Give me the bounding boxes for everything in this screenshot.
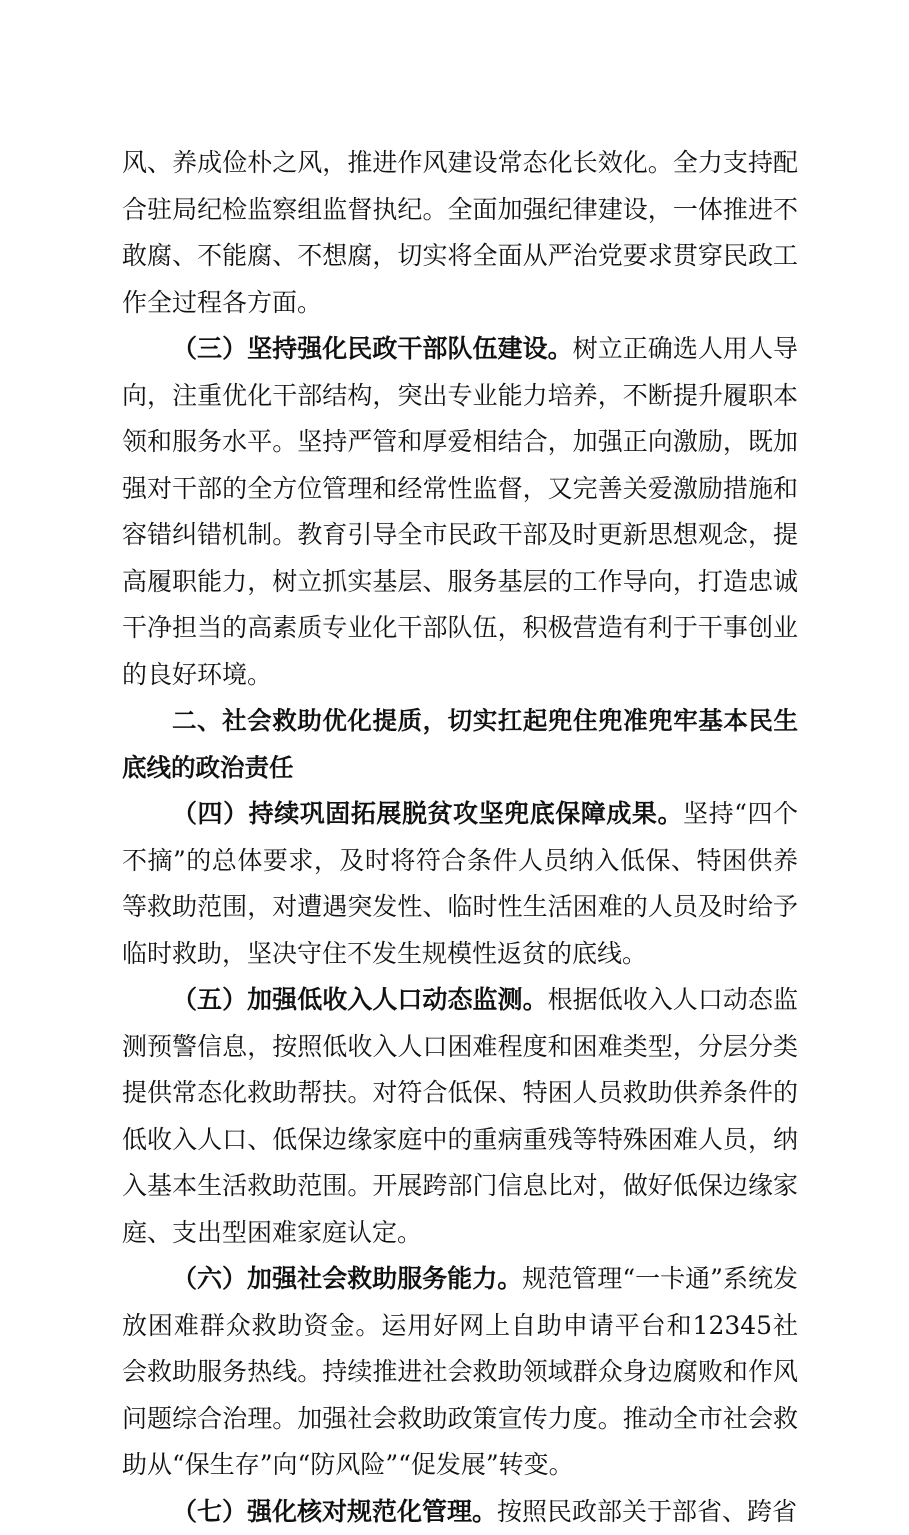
paragraph-text: 风、养成俭朴之风，推进作风建设常态化长效化。全力支持配合驻局纪检监察组监督执纪。全面加强纪律建设，一体推进不敢腐、不能腐、不想腐，切实将全面从严治党要求贯穿民政工作全过程各方面。 [122,148,798,317]
heading-text: 二、社会救助优化提质，切实扛起兜住兜准兜牢基本民生底线的政治责任 [122,706,798,782]
paragraph-lead: （三）坚持强化民政干部队伍建设。 [172,334,573,363]
paragraph-lead: （五）加强低收入人口动态监测。 [172,985,548,1014]
paragraph-lead: （四）持续巩固拓展脱贫攻坚兜底保障成果。 [172,799,683,828]
paragraph-lead: （七）强化核对规范化管理。 [172,1497,497,1526]
paragraph-text: 按照民政部关于部省、跨省 [497,1497,797,1526]
document-page [122,140,798,1535]
paragraph-low-income-monitoring [122,977,798,1256]
paragraph-text: 规范管理“一卡通”系统发放困难群众救助资金。运用好网上自助申请平台和12345社会救助服务热线。持续推进社会救助领域群众身边腐败和作风问题综合治理。加强社会救助政策宣传力度。推动全市社会救助从“保生存”向“防风险”“促发展”转变。 [122,1264,798,1479]
section-heading-social-assistance [122,698,798,791]
paragraph-cadre-building [122,326,798,698]
paragraph-text: 树立正确选人用人导向，注重优化干部结构，突出专业能力培养，不断提升履职本领和服务水平。坚持严管和厚爱相结合，加强正向激励，既加强对干部的全方位管理和经常性监督，又完善关爱激励措施和容错纠错机制。教育引导全市民政干部及时更新思想观念，提高履职能力，树立抓实基层、服务基层的工作导向，打造忠诚干净担当的高素质专业化干部队伍，积极营造有利于干事创业的良好环境。 [122,334,798,689]
paragraph-party-discipline [122,140,798,326]
paragraph-lead: （六）加强社会救助服务能力。 [172,1264,522,1293]
paragraph-poverty-results [122,791,798,977]
paragraph-verification-management [122,1489,798,1535]
paragraph-text: 坚持“四个不摘”的总体要求，及时将符合条件人员纳入低保、特困供养等救助范围，对遭遇突发性、临时性生活困难的人员及时给予临时救助，坚决守住不发生规模性返贫的底线。 [122,799,798,968]
paragraph-text: 根据低收入人口动态监测预警信息，按照低收入人口困难程度和困难类型，分层分类提供常态化救助帮扶。对符合低保、特困人员救助供养条件的低收入人口、低保边缘家庭中的重病重残等特殊困难人员，纳入基本生活救助范围。开展跨部门信息比对，做好低保边缘家庭、支出型困难家庭认定。 [122,985,798,1247]
paragraph-assistance-service [122,1256,798,1489]
